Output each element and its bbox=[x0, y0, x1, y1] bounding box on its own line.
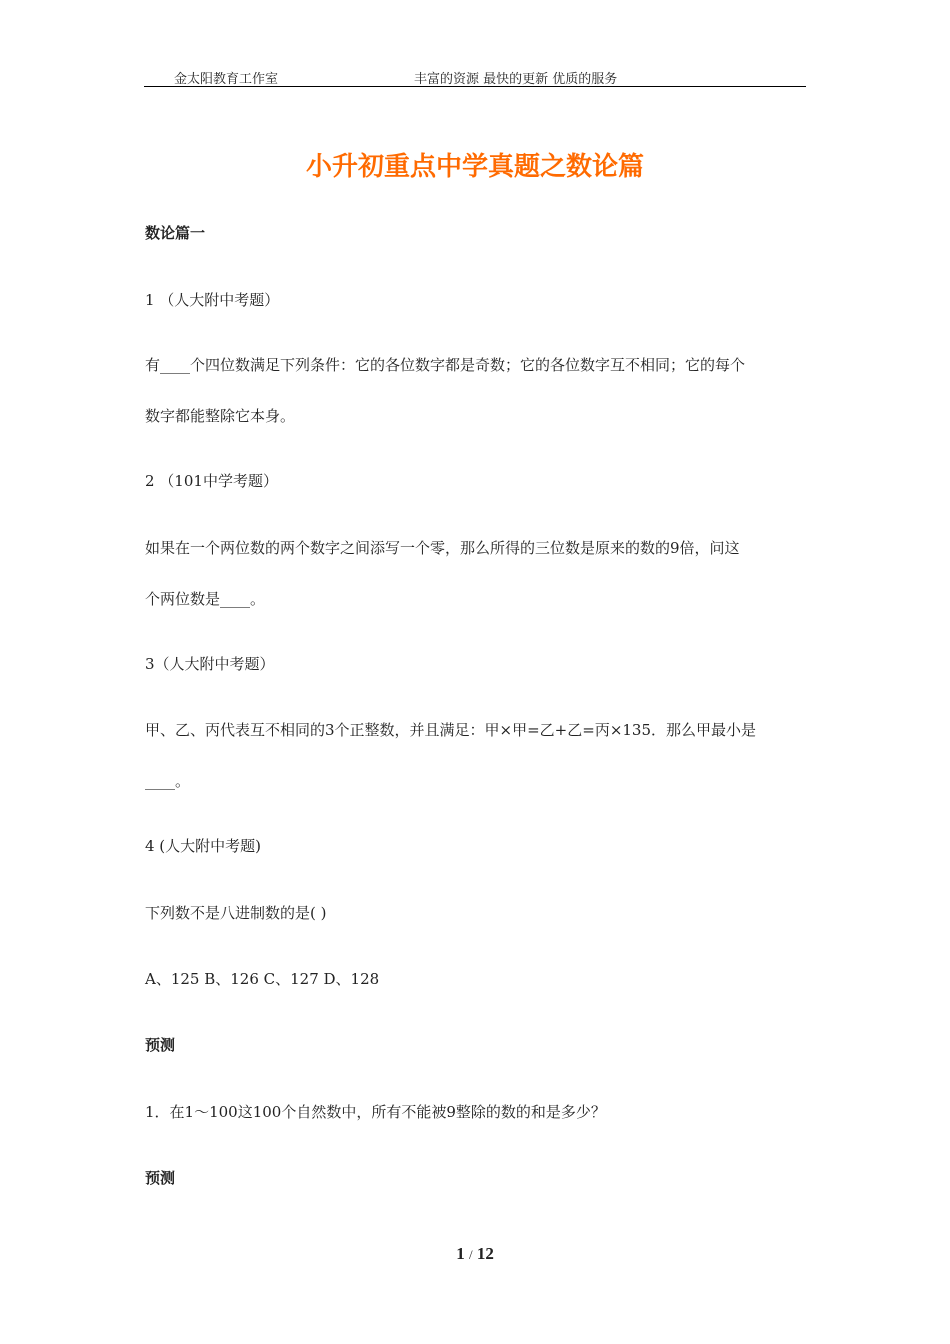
question-2-text-line-2: 个两位数是____。 bbox=[145, 590, 266, 608]
page-separator: / bbox=[468, 1247, 473, 1262]
prediction-question-1: 1．在1～100这100个自然数中，所有不能被9整除的数的和是多少？ bbox=[145, 1103, 606, 1121]
question-2-label: 2 （101中学考题） bbox=[145, 472, 278, 490]
section-heading: 数论篇一 bbox=[145, 224, 206, 242]
prediction-heading-1: 预测 bbox=[145, 1036, 176, 1054]
question-4-options: A、125 B、126 C、127 D、128 bbox=[145, 970, 380, 988]
header-right-text: 丰富的资源 最快的更新 优质的服务 bbox=[414, 72, 618, 87]
question-4-label: 4 (人大附中考题) bbox=[145, 837, 262, 855]
question-3-text-line-2: ____。 bbox=[145, 772, 191, 790]
question-2-text-line-1: 如果在一个两位数的两个数字之间添写一个零，那么所得的三位数是原来的数的9倍，问这 bbox=[145, 539, 740, 557]
page-current: 1 bbox=[456, 1244, 465, 1263]
question-1-text-line-1: 有____个四位数满足下列条件：它的各位数字都是奇数；它的各位数字互不相同；它的每个 bbox=[145, 356, 746, 374]
question-3-label: 3（人大附中考题） bbox=[145, 655, 275, 673]
page-header bbox=[144, 66, 806, 87]
prediction-heading-2: 预测 bbox=[145, 1169, 176, 1187]
page-number bbox=[0, 1244, 950, 1264]
question-1-label: 1 （人大附中考题） bbox=[145, 291, 280, 309]
header-left-text: 金太阳教育工作室 bbox=[174, 72, 279, 87]
question-1-text-line-2: 数字都能整除它本身。 bbox=[145, 407, 296, 425]
question-3-text-line-1: 甲、乙、丙代表互不相同的3个正整数，并且满足：甲×甲=乙+乙=丙×135．那么甲最小是 bbox=[145, 721, 757, 739]
document-title: 小升初重点中学真题之数论篇 bbox=[305, 152, 644, 182]
question-4-text: 下列数不是八进制数的是( ) bbox=[145, 904, 327, 922]
page-total: 12 bbox=[476, 1244, 494, 1263]
